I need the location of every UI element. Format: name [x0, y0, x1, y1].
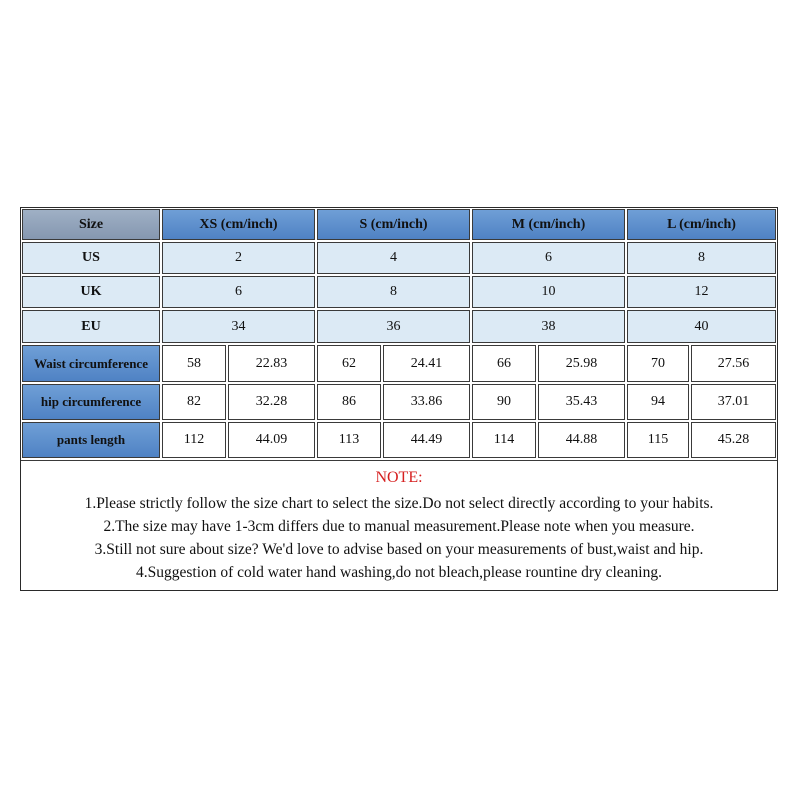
uk-value-s: 8 — [317, 276, 470, 308]
waist-xs-cm: 58 — [162, 345, 226, 382]
pants-l-cm: 115 — [627, 422, 689, 458]
hip-m-cm: 90 — [472, 384, 536, 420]
pants-s-inch: 44.49 — [383, 422, 470, 458]
eu-value-xs: 34 — [162, 310, 315, 343]
row-label-pants-length: pants length — [22, 422, 160, 458]
hip-xs-cm: 82 — [162, 384, 226, 420]
hip-l-cm: 94 — [627, 384, 689, 420]
row-label-us: US — [22, 242, 160, 274]
pants-s-cm: 113 — [317, 422, 381, 458]
header-size-m: M (cm/inch) — [472, 209, 625, 240]
hip-m-inch: 35.43 — [538, 384, 625, 420]
hip-l-inch: 37.01 — [691, 384, 776, 420]
uk-value-xs: 6 — [162, 276, 315, 308]
header-size-xs: XS (cm/inch) — [162, 209, 315, 240]
pants-xs-cm: 112 — [162, 422, 226, 458]
uk-value-l: 12 — [627, 276, 776, 308]
waist-s-cm: 62 — [317, 345, 381, 382]
pants-l-inch: 45.28 — [691, 422, 776, 458]
us-value-s: 4 — [317, 242, 470, 274]
row-label-eu: EU — [22, 310, 160, 343]
header-size-s: S (cm/inch) — [317, 209, 470, 240]
hip-xs-inch: 32.28 — [228, 384, 315, 420]
note-title: NOTE: — [375, 469, 423, 486]
row-label-waist: Waist circumference — [22, 345, 160, 382]
header-size-l: L (cm/inch) — [627, 209, 776, 240]
pants-m-cm: 114 — [472, 422, 536, 458]
pants-xs-inch: 44.09 — [228, 422, 315, 458]
eu-value-l: 40 — [627, 310, 776, 343]
hip-s-cm: 86 — [317, 384, 381, 420]
waist-m-cm: 66 — [472, 345, 536, 382]
eu-value-s: 36 — [317, 310, 470, 343]
eu-value-m: 38 — [472, 310, 625, 343]
waist-m-inch: 25.98 — [538, 345, 625, 382]
header-size-label: Size — [22, 209, 160, 240]
row-label-uk: UK — [22, 276, 160, 308]
note-line-2: 2.The size may have 1-3cm differs due to manual measurement.Please note when you measure. — [103, 518, 695, 535]
waist-l-inch: 27.56 — [691, 345, 776, 382]
notes-section — [21, 460, 777, 590]
uk-value-m: 10 — [472, 276, 625, 308]
note-line-1: 1.Please strictly follow the size chart to select the size.Do not select directly according to your habits. — [84, 495, 714, 512]
hip-s-inch: 33.86 — [383, 384, 470, 420]
waist-s-inch: 24.41 — [383, 345, 470, 382]
pants-m-inch: 44.88 — [538, 422, 625, 458]
waist-xs-inch: 22.83 — [228, 345, 315, 382]
us-value-m: 6 — [472, 242, 625, 274]
row-label-hip: hip circumference — [22, 384, 160, 420]
waist-l-cm: 70 — [627, 345, 689, 382]
note-line-4: 4.Suggestion of cold water hand washing,do not bleach,please rountine dry cleaning. — [135, 564, 662, 581]
note-line-3: 3.Still not sure about size? We'd love to advise based on your measurements of bust,waist and hip. — [94, 541, 704, 558]
us-value-l: 8 — [627, 242, 776, 274]
us-value-xs: 2 — [162, 242, 315, 274]
